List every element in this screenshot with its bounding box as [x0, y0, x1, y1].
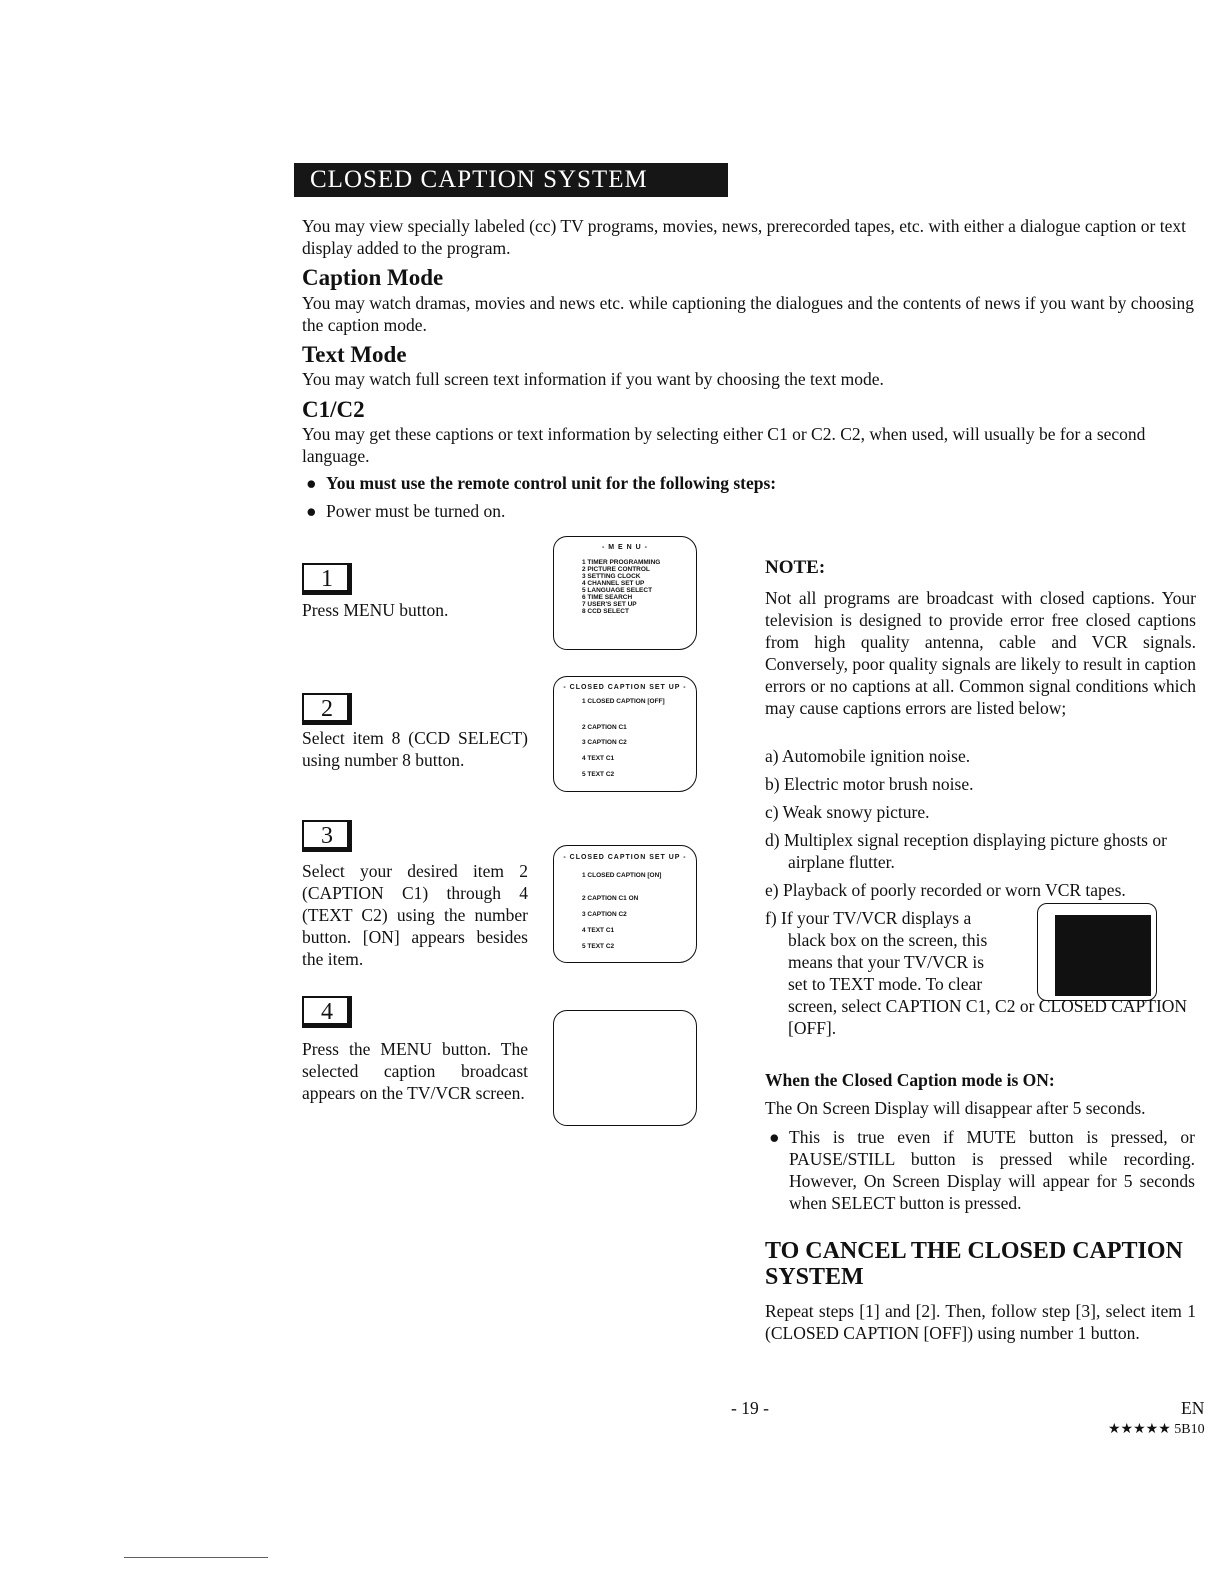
language-code: EN [1181, 1398, 1205, 1418]
bullet-icon: ● [306, 501, 317, 521]
cancel-text: Repeat steps [1] and [2]. Then, follow step [3], select item 1 (CLOSED CAPTION [OFF]) using number 1 button. [765, 1301, 1196, 1343]
step-4-badge: 4 [302, 996, 352, 1028]
menu-screen-item: 8 CCD SELECT [582, 608, 629, 615]
ccd-setup-item: 2 CAPTION C1 [582, 724, 627, 731]
ccd-setup-item: 1 CLOSED CAPTION [OFF] [582, 698, 665, 705]
menu-screen [553, 536, 697, 650]
note-item-a: a) Automobile ignition noise. [765, 746, 971, 766]
menu-screen-item: 1 TIMER PROGRAMMING [582, 559, 661, 566]
c1c2-text: You may get these captions or text information by selecting either C1 or C2. C2, when used, will usually be for a second language. [302, 424, 1146, 466]
bullet-power-text: Power must be turned on. [326, 501, 506, 521]
menu-screen-title: - M E N U - [602, 544, 648, 551]
note-heading: NOTE: [765, 557, 826, 578]
step-2-badge: 2 [302, 693, 352, 725]
cc-on-bullet-text: This is true even if MUTE button is pressed, or PAUSE/STILL button is pressed while recording. However, On Screen Display will appear for 5 seconds when SELECT button is pressed. [789, 1127, 1195, 1213]
ccd-setup-screen-off [553, 676, 697, 792]
ccd-setup-item: 4 TEXT C1 [582, 927, 615, 934]
note-item-b: b) Electric motor brush noise. [765, 774, 974, 794]
blank-tv-screen [553, 1010, 697, 1126]
model-code: ★★★★★ 5B10 [1108, 1422, 1205, 1437]
ccd-setup-item: 3 CAPTION C2 [582, 911, 627, 918]
cancel-heading: TO CANCEL THE CLOSED CAPTION SYSTEM [765, 1238, 1183, 1290]
black-box-fill [1055, 915, 1151, 996]
ccd-setup-title: - CLOSED CAPTION SET UP - [563, 684, 687, 691]
c1c2-heading: C1/C2 [302, 397, 365, 422]
step-3-text: Select your desired item 2 (CAPTION C1) through 4 (TEXT C2) using the number button. [ON] appears besides the item. [302, 861, 528, 969]
page-number: - 19 - [731, 1398, 769, 1418]
note-item-e: e) Playback of poorly recorded or worn VCR tapes. [765, 880, 1126, 900]
menu-screen-item: 5 LANGUAGE SELECT [582, 587, 653, 594]
menu-screen-item: 2 PICTURE CONTROL [582, 566, 650, 573]
ccd-setup-item: 1 CLOSED CAPTION [ON] [582, 872, 662, 879]
menu-screen-item: 6 TIME SEARCH [582, 594, 633, 601]
cc-on-heading: When the Closed Caption mode is ON: [765, 1070, 1055, 1090]
ccd-setup-item: 2 CAPTION C1 ON [582, 895, 639, 902]
bottom-rule [124, 1557, 268, 1558]
menu-screen-item: 7 USER'S SET UP [582, 601, 637, 608]
text-mode-text: You may watch full screen text information if you want by choosing the text mode. [302, 369, 884, 389]
note-item-c: c) Weak snowy picture. [765, 802, 930, 822]
bullet-remote [306, 472, 1196, 494]
bullet-power [306, 500, 1196, 522]
menu-screen-item: 4 CHANNEL SET UP [582, 580, 645, 587]
ccd-setup-item: 3 CAPTION C2 [582, 739, 627, 746]
cc-on-bullet [769, 1126, 1196, 1214]
note-text: Not all programs are broadcast with closed captions. Your television is designed to provide error free closed captions from high quality antenna, cable and VCR signals. Conversely, poor quality signals are likely to result in caption errors or no captions at all. Common signal conditions which may cause captions errors are listed below; [765, 588, 1196, 718]
step-1-text: Press MENU button. [302, 600, 449, 620]
text-mode-heading: Text Mode [302, 342, 407, 367]
section-banner: CLOSED CAPTION SYSTEM [294, 163, 728, 197]
black-box-screen-illustration [1037, 903, 1157, 1001]
note-item-d: d) Multiplex signal reception displaying picture ghosts or airplane flutter. [765, 830, 1167, 872]
ccd-setup-item: 5 TEXT C2 [582, 771, 615, 778]
caption-mode-heading: Caption Mode [302, 265, 444, 290]
step-1-badge: 1 [302, 563, 352, 595]
bullet-icon: ● [769, 1127, 780, 1147]
menu-screen-item: 3 SETTING CLOCK [582, 573, 641, 580]
step-3-badge: 3 [302, 820, 352, 852]
step-4-text: Press the MENU button. The selected caption broadcast appears on the TV/VCR screen. [302, 1039, 528, 1103]
ccd-setup-item: 5 TEXT C2 [582, 943, 615, 950]
cc-on-text: The On Screen Display will disappear after 5 seconds. [765, 1098, 1146, 1118]
caption-mode-text: You may watch dramas, movies and news etc. while captioning the dialogues and the contents of news if you want by choosing the caption mode. [302, 293, 1194, 335]
ccd-setup-title: - CLOSED CAPTION SET UP - [563, 854, 687, 861]
step-2-text: Select item 8 (CCD SELECT) using number 8 button. [302, 728, 528, 770]
ccd-setup-screen-on [553, 845, 697, 963]
ccd-setup-item: 4 TEXT C1 [582, 755, 615, 762]
bullet-icon: ● [306, 473, 317, 493]
note-item-f-text: f) If your TV/VCR displays a black box on the screen, this means that your TV/VCR is set to TEXT mode. To clear screen, select CAPTION C1, C2 or CLOSED CAPTION [OFF]. [765, 908, 1188, 1038]
intro-paragraph: You may view specially labeled (cc) TV programs, movies, news, prerecorded tapes, etc. with either a dialogue caption or text display added to the program. [302, 216, 1186, 258]
bullet-remote-text: You must use the remote control unit for the following steps: [326, 473, 777, 493]
